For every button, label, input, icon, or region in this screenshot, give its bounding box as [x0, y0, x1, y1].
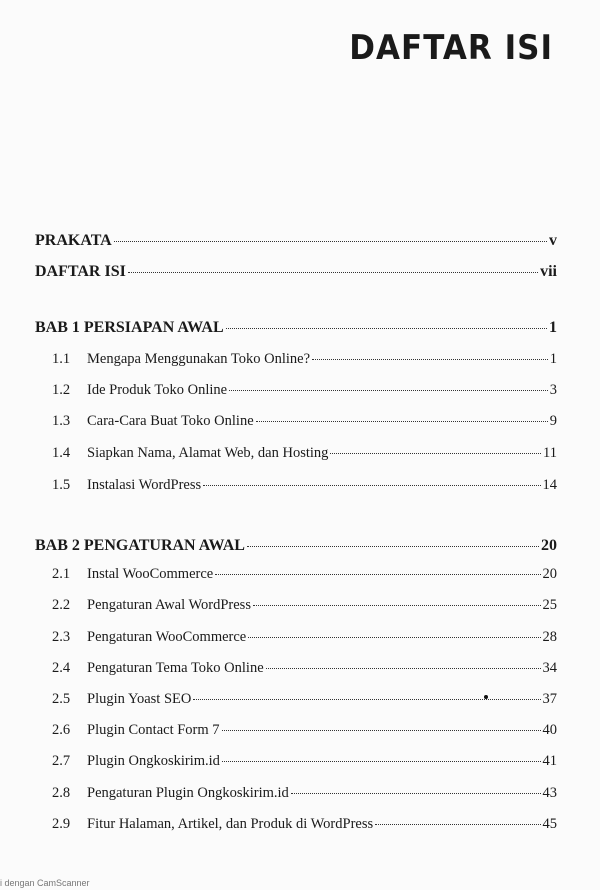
toc-chapter-page: 1	[549, 319, 557, 336]
toc-section-page: 45	[542, 816, 557, 832]
toc-section-number: 2.3	[52, 629, 71, 645]
dot-leader	[222, 730, 541, 731]
toc-entry-prakata	[35, 232, 557, 250]
toc-section-page: 43	[542, 785, 557, 801]
dot-leader	[226, 328, 547, 329]
dot-leader	[248, 637, 540, 638]
toc-section-number: 1.3	[52, 413, 71, 429]
toc-section-label: Siapkan Nama, Alamat Web, dan Hosting	[87, 445, 329, 461]
dot-leader	[256, 421, 548, 422]
dot-leader	[253, 605, 541, 606]
toc-section-page: 25	[542, 597, 557, 613]
toc-section-page: 1	[549, 351, 557, 367]
toc-section-number: 2.9	[52, 816, 71, 832]
dot-leader	[247, 546, 539, 547]
toc-section-1-5	[52, 477, 557, 494]
toc-section-label: Cara-Cara Buat Toko Online	[87, 413, 254, 429]
toc-section-1-1	[52, 351, 557, 368]
dot-leader	[330, 453, 541, 454]
toc-section-2-7	[52, 753, 557, 770]
toc-section-label: Plugin Yoast SEO	[87, 691, 192, 707]
toc-section-2-4	[52, 660, 557, 677]
toc-section-number: 1.4	[52, 445, 71, 461]
toc-entry-daftar-isi	[35, 263, 557, 281]
toc-section-label: Pengaturan WooCommerce	[87, 629, 247, 645]
toc-section-2-6	[52, 722, 557, 739]
toc-section-1-3	[52, 413, 557, 430]
toc-chapter-label: BAB 1 PERSIAPAN AWAL	[35, 319, 224, 336]
toc-chapter-1	[35, 319, 557, 337]
toc-entry-page: v	[549, 232, 557, 249]
toc-section-number: 2.5	[52, 691, 71, 707]
toc-section-page: 34	[542, 660, 557, 676]
toc-section-label: Pengaturan Tema Toko Online	[87, 660, 264, 676]
toc-entry-label: PRAKATA	[35, 232, 112, 249]
dot-leader	[266, 668, 541, 669]
toc-section-label: Pengaturan Plugin Ongkoskirim.id	[87, 785, 289, 801]
toc-section-number: 1.1	[52, 351, 71, 367]
toc-chapter-label: BAB 2 PENGATURAN AWAL	[35, 537, 245, 554]
dot-leader	[229, 390, 548, 391]
toc-entry-page: vii	[540, 263, 557, 280]
toc-section-page: 14	[542, 477, 557, 493]
toc-section-label: Instalasi WordPress	[87, 477, 202, 493]
toc-section-page: 28	[542, 629, 557, 645]
toc-section-page: 41	[542, 753, 557, 769]
scanner-watermark: i dengan CamScanner	[0, 878, 90, 888]
toc-section-2-2	[52, 597, 557, 614]
toc-section-2-9	[52, 816, 557, 833]
dot-leader	[114, 241, 547, 242]
dot-leader	[128, 272, 538, 273]
toc-section-number: 2.2	[52, 597, 71, 613]
toc-section-number: 1.2	[52, 382, 71, 398]
toc-section-2-1	[52, 566, 557, 583]
toc-section-number: 2.1	[52, 566, 71, 582]
dot-leader	[375, 824, 540, 825]
toc-section-page: 11	[543, 445, 557, 461]
toc-section-1-2	[52, 382, 557, 399]
toc-chapter-page: 20	[541, 537, 557, 554]
toc-section-page: 37	[542, 691, 557, 707]
dot-leader	[193, 699, 540, 700]
toc-section-label: Instal WooCommerce	[87, 566, 214, 582]
page-title: DAFTAR ISI	[349, 28, 553, 68]
toc-section-label: Plugin Ongkoskirim.id	[87, 753, 220, 769]
dot-leader	[312, 359, 548, 360]
toc-section-label: Fitur Halaman, Artikel, dan Produk di WordPress	[87, 816, 374, 832]
toc-section-2-5	[52, 691, 557, 708]
dot-leader	[203, 485, 540, 486]
dot-leader	[215, 574, 540, 575]
toc-section-2-8	[52, 785, 557, 802]
toc-section-label: Pengaturan Awal WordPress	[87, 597, 251, 613]
toc-section-page: 20	[542, 566, 557, 582]
toc-section-page: 40	[542, 722, 557, 738]
toc-section-number: 1.5	[52, 477, 71, 493]
toc-section-page: 9	[549, 413, 557, 429]
dot-leader	[222, 761, 541, 762]
toc-section-number: 2.8	[52, 785, 71, 801]
toc-section-number: 2.6	[52, 722, 71, 738]
toc-section-2-3	[52, 629, 557, 646]
toc-section-number: 2.7	[52, 753, 71, 769]
toc-section-label: Ide Produk Toko Online	[87, 382, 228, 398]
toc-section-label: Plugin Contact Form 7	[87, 722, 220, 738]
toc-entry-label: DAFTAR ISI	[35, 263, 126, 280]
toc-section-1-4	[52, 445, 557, 462]
toc-section-label: Mengapa Menggunakan Toko Online?	[87, 351, 311, 367]
dot-leader	[291, 793, 541, 794]
scan-speck	[484, 695, 488, 699]
toc-section-number: 2.4	[52, 660, 71, 676]
toc-section-page: 3	[549, 382, 557, 398]
toc-chapter-2	[35, 537, 557, 555]
